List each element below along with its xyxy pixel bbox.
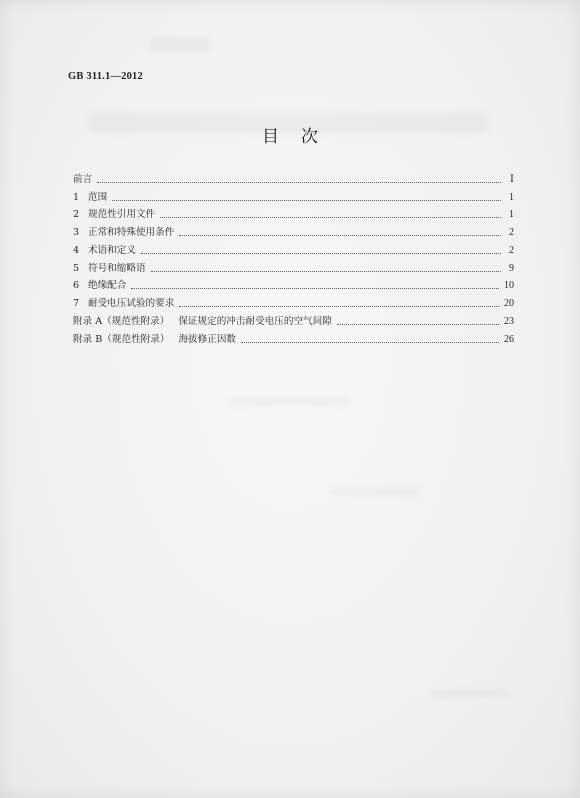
toc-entry-title: 术语和定义 <box>88 244 136 256</box>
scan-show-through <box>230 398 350 406</box>
scan-show-through <box>150 38 210 52</box>
standard-code: GB 311.1—2012 <box>68 71 143 82</box>
toc-entry-page: 26 <box>504 333 514 345</box>
toc-entry-number: 7 <box>73 298 80 309</box>
toc-entry-page: 2 <box>509 227 514 238</box>
toc-entry-title: 绝缘配合 <box>88 280 127 292</box>
toc-entry-title: 保证规定的冲击耐受电压的空气间隙 <box>178 315 332 327</box>
toc-entry-title: 前言 <box>73 173 93 185</box>
scan-show-through <box>430 690 510 697</box>
toc-entry-page: 10 <box>504 280 514 292</box>
toc-entry-number: 1 <box>73 191 80 203</box>
toc-entry-title: 耐受电压试验的要求 <box>88 298 175 309</box>
toc-entry-number: 6 <box>73 280 80 292</box>
toc-entry-title: 规范性引用文件 <box>88 209 156 221</box>
dot-leader <box>179 235 501 236</box>
toc-appendix-label: 附录 B（规范性附录） <box>73 333 170 345</box>
toc-entry-number: 3 <box>73 227 80 238</box>
toc-entry <box>73 257 514 275</box>
toc-entry-page: 23 <box>504 315 514 327</box>
toc-entry-page: 9 <box>509 262 514 274</box>
toc-entry <box>73 221 514 239</box>
toc-entry <box>73 186 514 204</box>
dot-leader <box>141 253 501 254</box>
toc-entry <box>73 204 514 222</box>
toc-entry-title: 海拔修正因数 <box>178 333 237 345</box>
toc-entry-title: 范围 <box>88 191 108 203</box>
toc-entry-page: 20 <box>504 298 514 309</box>
dot-leader <box>160 217 501 218</box>
page-title: 目次 <box>262 127 340 147</box>
toc-entry <box>73 292 514 310</box>
toc-entry-page: 1 <box>509 191 514 203</box>
toc-entry <box>73 168 514 186</box>
toc-entry-number: 4 <box>73 244 80 256</box>
toc-entry-title: 正常和特殊使用条件 <box>88 227 175 238</box>
toc-entry-appendix <box>73 310 514 328</box>
toc-entry-number: 5 <box>73 262 80 274</box>
toc-entry-title: 符号和缩略语 <box>88 262 146 274</box>
toc-entry <box>73 239 514 257</box>
toc-entry-page: 1 <box>509 209 514 221</box>
toc-entry-appendix <box>73 328 514 346</box>
toc-appendix-label: 附录 A（规范性附录） <box>73 315 170 327</box>
dot-leader <box>151 271 501 272</box>
table-of-contents <box>73 168 514 346</box>
toc-entry <box>73 275 514 293</box>
dot-leader <box>131 288 499 289</box>
toc-entry-page: 2 <box>509 244 514 256</box>
toc-entry-number: 2 <box>73 209 80 221</box>
toc-entry-page: Ⅰ <box>510 173 514 185</box>
scan-show-through <box>330 488 420 495</box>
dot-leader <box>112 200 501 201</box>
dot-leader <box>179 306 499 307</box>
dot-leader <box>241 342 499 343</box>
dot-leader <box>97 182 501 183</box>
dot-leader <box>337 324 499 325</box>
